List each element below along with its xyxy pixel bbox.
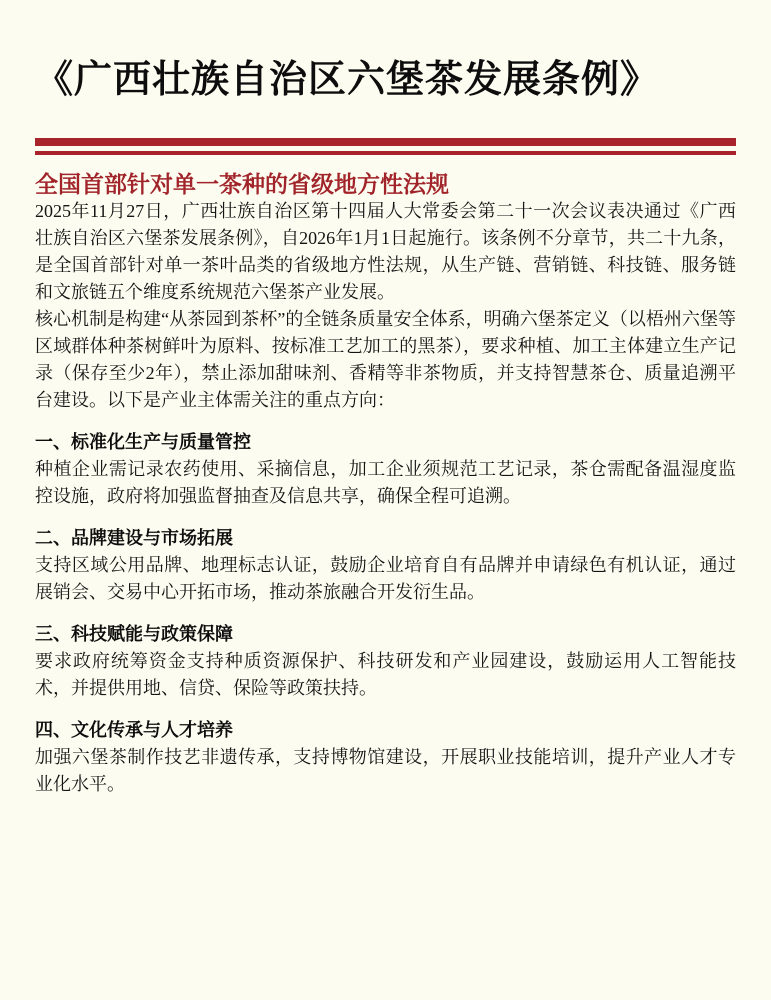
section-culture-talent [35,717,736,798]
section-body: 要求政府统筹资金支持种质资源保护、科技研发和产业园建设，鼓励运用人工智能技术，并提供用地、信贷、保险等政策扶持。 [35,651,736,699]
document-subtitle: 全国首部针对单一茶种的省级地方性法规 [35,171,449,197]
section-body: 种植企业需记录农药使用、采摘信息，加工企业须规范工艺记录，茶仓需配备温湿度监控设施，政府将加强监督抽查及信息共享，确保全程可追溯。 [35,459,736,507]
section-heading: 三、科技赋能与政策保障 [35,624,233,645]
section-heading: 四、文化传承与人才培养 [35,720,233,741]
section-heading: 一、标准化生产与质量管控 [35,432,251,453]
section-body: 支持区域公用品牌、地理标志认证，鼓励企业培育自有品牌并申请绿色有机认证，通过展销会、交易中心开拓市场，推动茶旅融合开发衍生品。 [35,555,736,603]
section-body: 加强六堡茶制作技艺非遗传承，支持博物馆建设，开展职业技能培训，提升产业人才专业化水平。 [35,747,736,795]
section-standardized-production [35,429,736,510]
section-heading: 二、品牌建设与市场拓展 [35,528,233,549]
intro-paragraph: 2025年11月27日，广西壮族自治区第十四届人大常委会第二十一次会议表决通过《广西壮族自治区六堡茶发展条例》，自2026年1月1日起施行。该条例不分章节，共二十九条，是全国首部针对单一茶叶品类的省级地方性法规，从生产链、营销链、科技链、服务链和文旅链五个维度系统规范六堡茶产业发展。 [35,201,736,303]
divider-thick-bar [35,138,736,146]
section-brand-building [35,525,736,606]
red-double-divider [35,138,736,155]
section-technology-policy [35,621,736,702]
document-title: 《广西壮族自治区六堡茶发展条例》 [35,59,660,101]
mechanism-paragraph: 核心机制是构建“从茶园到茶杯”的全链条质量安全体系，明确六堡茶定义（以梧州六堡等区域群体种茶树鲜叶为原料、按标准工艺加工的黑茶），要求种植、加工主体建立生产记录（保存至少2年），禁止添加甜味剂、香精等非茶物质，并支持智慧茶仓、质量追溯平台建设。以下是产业主体需关注的重点方向： [35,309,736,411]
